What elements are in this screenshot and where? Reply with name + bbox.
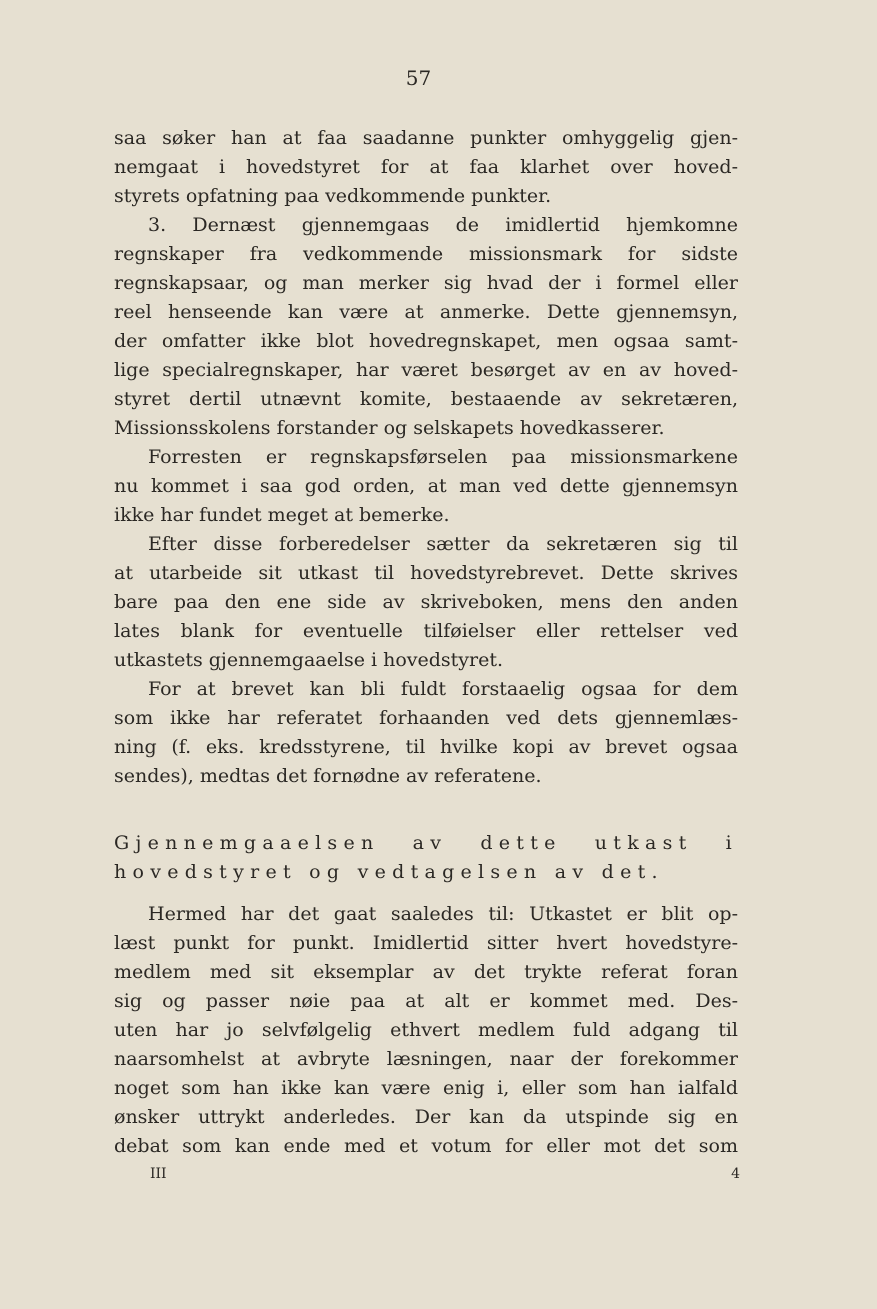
body-line: For at brevet kan bli fuldt forstaaelig ogsaa for dem xyxy=(148,678,738,700)
body-line: debat som kan ende med et votum for eller mot det som xyxy=(114,1135,738,1157)
body-line: reel henseende kan være at anmerke. Dette gjennemsyn, xyxy=(114,301,738,323)
body-line: medlem med sit eksemplar av det trykte referat foran xyxy=(114,961,738,983)
body-line: nu kommet i saa god orden, at man ved dette gjennemsyn xyxy=(114,475,738,497)
body-line: noget som han ikke kan være enig i, eller som han ialfald xyxy=(114,1077,738,1099)
body-line: regnskaper fra vedkommende missionsmark for sidste xyxy=(114,243,738,265)
body-line: Forresten er regnskapsførselen paa missionsmarkene xyxy=(148,446,738,468)
body-line: der omfatter ikke blot hovedregnskapet, men ogsaa samt- xyxy=(114,330,738,352)
body-line: styret dertil utnævnt komite, bestaaende av sekretæren, xyxy=(114,388,738,410)
body-line: som ikke har referatet forhaanden ved dets gjennemlæs- xyxy=(114,707,738,729)
body-line: ning (f. eks. kredsstyrene, til hvilke kopi av brevet ogsaa xyxy=(114,736,738,758)
body-line: 3. Dernæst gjennemgaas de imidlertid hjemkomne xyxy=(148,214,738,236)
body-line: læst punkt for punkt. Imidlertid sitter hvert hovedstyre- xyxy=(114,932,738,954)
body-line: styrets opfatning paa vedkommende punkter. xyxy=(114,185,552,207)
body-line: Hermed har det gaat saaledes til: Utkastet er blit op- xyxy=(148,903,738,925)
body-line: uten har jo selvfølgelig ethvert medlem fuld adgang til xyxy=(114,1019,738,1041)
body-line: naarsomhelst at avbryte læsningen, naar der forekommer xyxy=(114,1048,738,1070)
heading-line: Gjennemgaaelsen av dette utkast i xyxy=(114,832,738,854)
sheet-number: 4 xyxy=(731,1166,740,1182)
body-line: sig og passer nøie paa at alt er kommet med. Des- xyxy=(114,990,738,1012)
body-line: utkastets gjennemgaaelse i hovedstyret. xyxy=(114,649,504,671)
body-line: at utarbeide sit utkast til hovedstyrebrevet. Dette skrives xyxy=(114,562,738,584)
body-line: sendes), medtas det fornødne av referatene. xyxy=(114,765,542,787)
body-line: nemgaat i hovedstyret for at faa klarhet over hoved- xyxy=(114,156,738,178)
body-line: Missionsskolens forstander og selskapets hovedkasserer. xyxy=(114,417,665,439)
body-line: regnskapsaar, og man merker sig hvad der i formel eller xyxy=(114,272,738,294)
body-line: bare paa den ene side av skriveboken, mens den anden xyxy=(114,591,738,613)
section-heading xyxy=(114,829,738,887)
page-number: 57 xyxy=(405,66,432,90)
body-line: lates blank for eventuelle tilføielser eller rettelser ved xyxy=(114,620,738,642)
body-line: lige specialregnskaper, har været besørget av en av hoved- xyxy=(114,359,738,381)
section-body xyxy=(114,900,738,1161)
body-line: ikke har fundet meget at bemerke. xyxy=(114,504,450,526)
body-line: Efter disse forberedelser sætter da sekretæren sig til xyxy=(148,533,738,555)
body-line: saa søker han at faa saadanne punkter omhyggelig gjen- xyxy=(114,127,738,149)
body-line: ønsker uttrykt anderledes. Der kan da utspinde sig en xyxy=(114,1106,738,1128)
body-text xyxy=(114,124,738,791)
heading-line: hovedstyret og vedtagelsen av det. xyxy=(114,861,664,883)
signature-mark: III xyxy=(150,1166,167,1182)
